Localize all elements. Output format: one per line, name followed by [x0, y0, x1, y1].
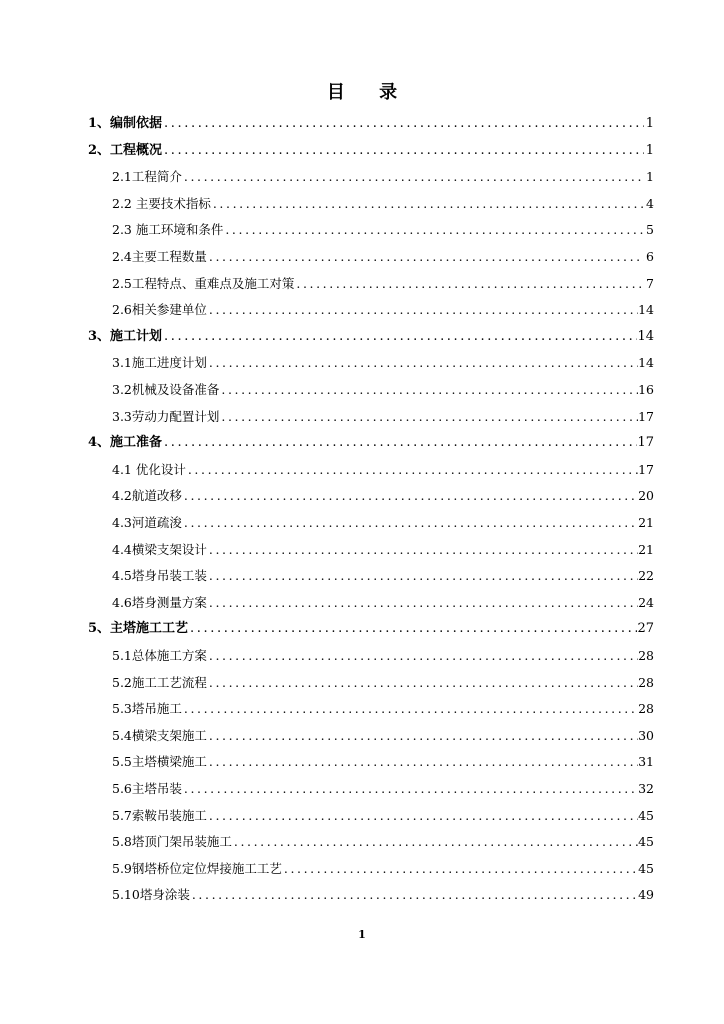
- toc-entry-page: 28: [638, 674, 654, 690]
- toc-entry-page: 28: [638, 648, 654, 663]
- toc-entry-page: 14: [638, 355, 654, 371]
- toc-entry-page: 30: [638, 727, 654, 743]
- toc-entry[interactable]: [112, 856, 654, 883]
- toc-leader-dots: [207, 350, 638, 377]
- toc-leader-dots: [232, 829, 638, 856]
- toc-entry-title: 4.5塔身吊装工装: [112, 568, 207, 584]
- toc-entry[interactable]: [112, 829, 654, 856]
- toc-entry-page: 45: [638, 834, 654, 850]
- toc-leader-dots: [282, 856, 638, 883]
- toc-entry[interactable]: [112, 537, 654, 564]
- toc-entry-page: 27: [637, 621, 654, 637]
- toc-leader-dots: [294, 271, 644, 298]
- toc-entry[interactable]: [112, 483, 654, 510]
- toc-entry-title: 5.9钢塔桥位定位焊接施工工艺: [112, 860, 282, 876]
- toc-entry[interactable]: [112, 882, 654, 909]
- toc-entry-title: 2、工程概况: [88, 142, 163, 158]
- toc-leader-dots: [207, 537, 638, 564]
- toc-leader-dots: [182, 696, 638, 723]
- toc-entry[interactable]: [112, 457, 654, 484]
- toc-entry-title: 3、施工计划: [88, 328, 163, 344]
- toc-entry-page: 1: [646, 169, 654, 185]
- toc-entry-page: 1: [645, 142, 654, 158]
- toc-leader-dots: [182, 164, 644, 191]
- toc-entry-page: 21: [638, 515, 654, 530]
- toc-leader-dots: [207, 297, 638, 324]
- toc-entry-page: 17: [637, 435, 654, 451]
- toc-entry-title: 5、主塔施工工艺: [88, 621, 189, 637]
- toc-entry[interactable]: [112, 510, 654, 537]
- toc-entry-title: 5.8塔顶门架吊装施工: [112, 834, 232, 850]
- toc-entry[interactable]: [112, 271, 654, 298]
- toc-entry-title: 3.3劳动力配置计划: [112, 408, 220, 424]
- toc-entry-title: 4.1 优化设计: [112, 461, 186, 477]
- toc-entry[interactable]: [112, 404, 654, 431]
- toc-entry[interactable]: [112, 590, 654, 617]
- toc-entry[interactable]: [112, 643, 654, 670]
- toc-entry-title: 5.10塔身涂装: [112, 887, 190, 903]
- toc-entry-title: 3.2机械及设备准备: [112, 382, 220, 397]
- toc-entry-title: 5.2施工工艺流程: [112, 674, 207, 690]
- toc-entry-page: 14: [637, 328, 654, 344]
- toc-entry-page: 17: [638, 408, 654, 424]
- toc-entry[interactable]: [88, 111, 654, 138]
- toc-entry[interactable]: [88, 138, 654, 165]
- toc-entry-page: 28: [638, 701, 654, 717]
- toc-leader-dots: [190, 882, 638, 909]
- toc-leader-dots: [207, 749, 638, 776]
- toc-leader-dots: [219, 404, 638, 431]
- toc-entry[interactable]: [112, 191, 654, 218]
- toc-entry-title: 5.3塔吊施工: [112, 701, 182, 717]
- toc-entry[interactable]: [88, 616, 654, 643]
- toc-entry-title: 2.5工程特点、重难点及施工对策: [112, 275, 295, 291]
- toc-leader-dots: [207, 244, 644, 271]
- toc-entry-page: 7: [646, 275, 654, 291]
- toc-leader-dots: [207, 670, 638, 697]
- toc-entry[interactable]: [112, 670, 654, 697]
- toc-entry-title: 5.7索鞍吊装施工: [112, 807, 207, 823]
- toc-leader-dots: [219, 377, 638, 404]
- toc-entry-page: 14: [638, 302, 654, 318]
- toc-leader-dots: [182, 776, 638, 803]
- toc-leader-dots: [207, 563, 638, 590]
- toc-entry[interactable]: [112, 723, 654, 750]
- toc-entry[interactable]: [112, 377, 654, 404]
- toc-entry-title: 5.4横梁支架施工: [112, 727, 207, 743]
- toc-entry[interactable]: [88, 324, 654, 351]
- toc-entry-page: 20: [638, 488, 654, 504]
- toc-entry-title: 5.5主塔横梁施工: [112, 754, 207, 770]
- toc-entry-page: 32: [638, 781, 654, 796]
- toc-entry-page: 45: [638, 860, 654, 876]
- toc-entry-page: 1: [645, 116, 654, 131]
- toc-entry[interactable]: [112, 164, 654, 191]
- toc-entry[interactable]: [112, 776, 654, 803]
- toc-entry-title: 4.6塔身测量方案: [112, 594, 207, 610]
- toc-entry-page: 5: [646, 222, 654, 238]
- toc-entry[interactable]: [112, 803, 654, 830]
- toc-entry-title: 2.3 施工环境和条件: [112, 222, 224, 238]
- toc-entry[interactable]: [112, 217, 654, 244]
- toc-leader-dots: [162, 138, 644, 165]
- toc-entry-title: 4、施工准备: [88, 435, 163, 451]
- toc-entry-page: 24: [638, 594, 654, 610]
- toc-leader-dots: [182, 510, 638, 537]
- toc-entry-title: 4.4横梁支架设计: [112, 541, 207, 557]
- toc-entry-page: 31: [638, 754, 654, 770]
- toc-entry-page: 4: [646, 195, 654, 211]
- toc-leader-dots: [207, 590, 638, 617]
- toc-leader-dots: [188, 616, 637, 643]
- toc-entry[interactable]: [112, 749, 654, 776]
- toc-entry-title: 2.1工程简介: [112, 169, 182, 185]
- toc-entry[interactable]: [112, 297, 654, 324]
- page-number: 1: [358, 928, 366, 941]
- page-title: 目 录: [326, 82, 412, 103]
- toc-entry-title: 5.6主塔吊装: [112, 781, 182, 796]
- toc-entry-title: 4.3河道疏浚: [112, 515, 182, 530]
- toc-entry-title: 1、编制依据: [88, 116, 163, 131]
- toc-entry[interactable]: [112, 696, 654, 723]
- toc-entry[interactable]: [112, 244, 654, 271]
- toc-leader-dots: [182, 483, 638, 510]
- toc-entry-page: 45: [638, 807, 654, 823]
- toc-entry-page: 49: [638, 887, 654, 903]
- toc-entry-page: 21: [638, 541, 654, 557]
- toc-entry-page: 17: [638, 461, 654, 477]
- toc-leader-dots: [211, 191, 644, 218]
- toc-leader-dots: [207, 723, 638, 750]
- toc-entry-page: 22: [638, 568, 654, 584]
- toc-entry[interactable]: [112, 563, 654, 590]
- toc-entry-page: 6: [646, 249, 654, 264]
- toc-entry-title: 2.4主要工程数量: [112, 249, 207, 264]
- toc-entry-title: 4.2航道改移: [112, 488, 182, 504]
- toc-entry[interactable]: [88, 430, 654, 457]
- toc-leader-dots: [207, 643, 638, 670]
- toc-leader-dots: [162, 111, 644, 138]
- toc-entry-title: 2.6相关参建单位: [112, 302, 207, 318]
- toc-leader-dots: [207, 803, 638, 830]
- toc-entry-page: 16: [638, 382, 654, 397]
- toc-leader-dots: [162, 430, 637, 457]
- toc-entry-title: 2.2 主要技术指标: [112, 195, 211, 211]
- toc-entry-title: 3.1施工进度计划: [112, 355, 207, 371]
- toc-entry-title: 5.1总体施工方案: [112, 648, 207, 663]
- toc-leader-dots: [186, 457, 638, 484]
- toc-leader-dots: [223, 217, 644, 244]
- toc-leader-dots: [162, 324, 637, 351]
- toc-entry[interactable]: [112, 350, 654, 377]
